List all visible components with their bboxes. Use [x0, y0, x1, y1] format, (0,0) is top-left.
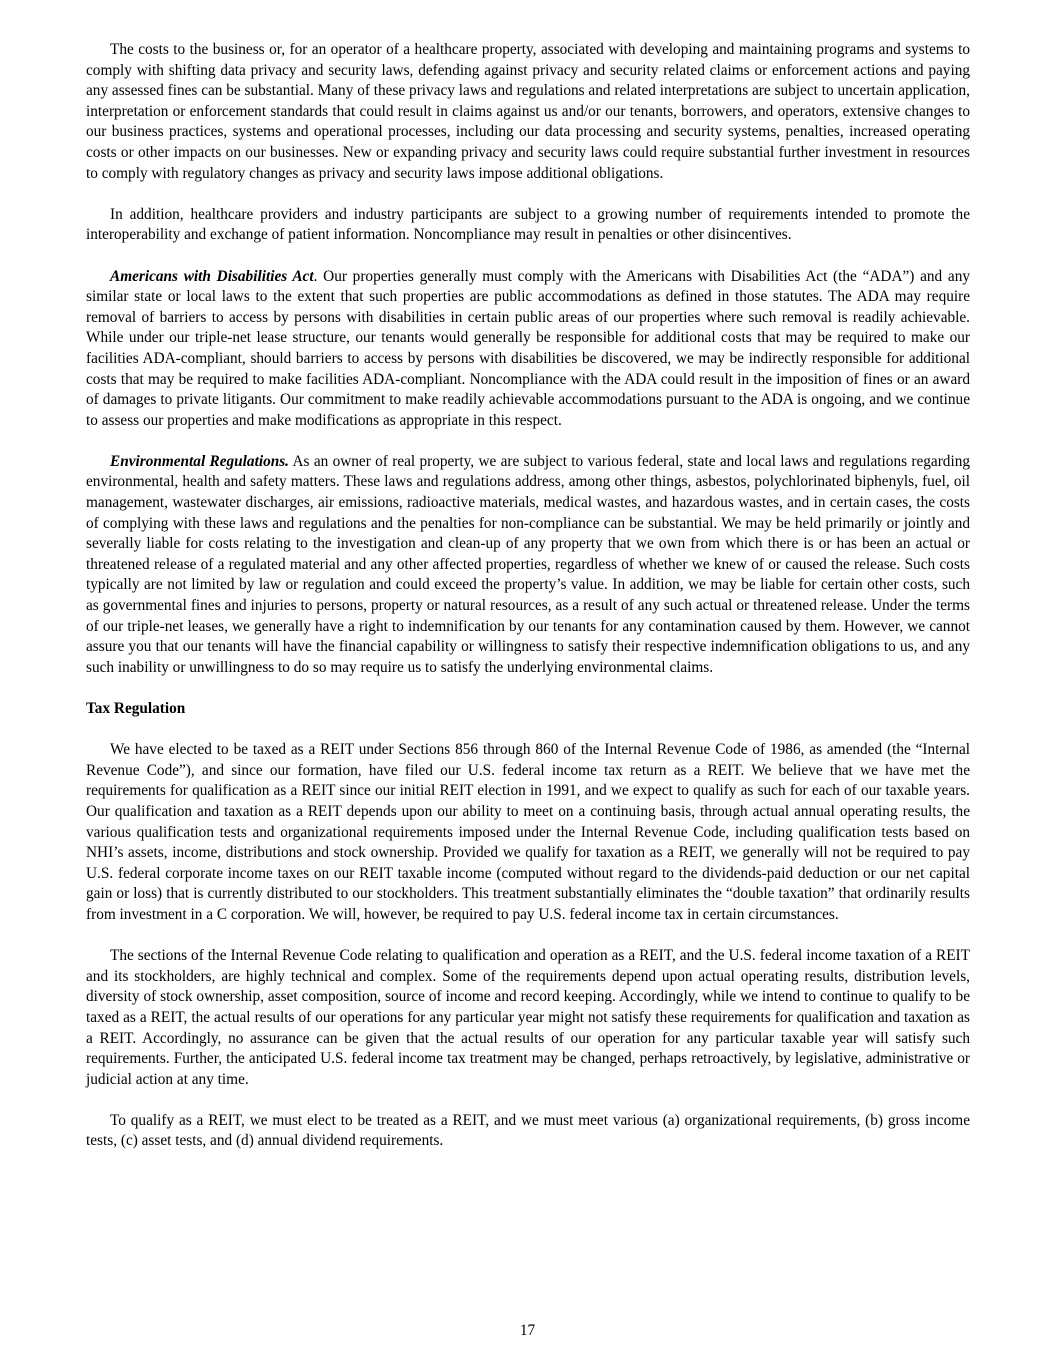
paragraph-interoperability: In addition, healthcare providers and industry participants are subject to a growing number of requirements intended to promote the interoperability and exchange of patient information. Noncompliance may result in penalties or other disincentives.: [86, 205, 970, 244]
environmental-body-text: As an owner of real property, we are subject to various federal, state and local laws and regulations regarding environmental, health and safety matters. These laws and regulations address, among other things, asbestos, polychlorinated biphenyls, fuel, oil management, wastewater discharges, air emissions, radioactive materials, medical wastes, and hazardous wastes, and in certain cases, the costs of complying with these laws and regulations and the penalties for non-compliance can be substantial. We may be held primarily or jointly and severally liable for costs relating to the investigation and clean-up of any property that we own from which there is or has been an actual or threatened release of a regulated material and any other affected properties, regardless of whether we knew of or caused the release. Such costs typically are not limited by law or regulation and could exceed the property’s value. In addition, we may be liable for certain other costs, such as governmental fines and injuries to persons, property or natural resources, as a result of any such actual or threatened release. Under the terms of our triple-net leases, we generally have a right to indemnification by our tenants for any contamination caused by them. However, we cannot assure you that our tenants will have the financial capability or willingness to satisfy their respective indemnification obligations to us, and any such inability or unwillingness to do so may require us to satisfy the underlying environmental claims.: [86, 452, 970, 676]
paragraph-reit-qualify: To qualify as a REIT, we must elect to be treated as a REIT, and we must meet various (a) organizational requirements, (b) gross income tests, (c) asset tests, and (d) annual dividend requirements.: [86, 1111, 970, 1150]
ada-body-text: . Our properties generally must comply with the Americans with Disabilities Act (the “ADA”) and any similar state or local laws to the extent that such properties are public accommodations as defined in those statutes. The ADA may require removal of barriers to access by persons with disabilities in certain public areas of our properties where such removal is readily achievable. While under our triple-net lease structure, our tenants would generally be responsible for additional costs that may be required to make our facilities ADA-compliant, should barriers to access by persons with disabilities be discovered, we may be indirectly responsible for additional costs that may be required to make facilities ADA-compliant. Noncompliance with the ADA could result in the imposition of fines or an award of damages to private litigants. Our commitment to make readily achievable accommodations pursuant to the ADA is ongoing, and we continue to assess our properties and make modifications as appropriate in this respect.: [86, 267, 971, 429]
ada-run-in-heading: Americans with Disabilities Act: [110, 267, 314, 285]
section-heading-tax-regulation: Tax Regulation: [86, 700, 186, 717]
environmental-run-in-heading: Environmental Regulations.: [110, 452, 290, 470]
paragraph-reit-complexity: The sections of the Internal Revenue Code relating to qualification and operation as a REIT, and the U.S. federal income taxation of a REIT and its stockholders, are highly technical and complex. Some of the requirements depend upon actual operating results, distribution levels, diversity of stock ownership, asset composition, source of income and record keeping. Accordingly, while we intend to continue to qualify to be taxed as a REIT, the actual results of our operations for any particular year might not satisfy these requirements for qualification and taxation as a REIT. Accordingly, no assurance can be given that the actual results of our operation for any particular taxable year will satisfy such requirements. Further, the anticipated U.S. federal income tax treatment may be changed, perhaps retroactively, by legislative, administrative or judicial action at any time.: [86, 947, 970, 1088]
paragraph-ada: [86, 267, 970, 432]
paragraph-reit-election: We have elected to be taxed as a REIT under Sections 856 through 860 of the Internal Revenue Code of 1986, as amended (the “Internal Revenue Code”), and since our formation, have filed our U.S. federal income tax return as a REIT. We believe that we have met the requirements for qualification as a REIT since our initial REIT election in 1991, and we expect to qualify as such for each of our taxable years. Our qualification and taxation as a REIT depends upon our ability to meet on a continuing basis, through actual annual operating results, the various qualification tests and organizational requirements imposed under the Internal Revenue Code, including qualification tests based on NHI’s assets, income, distributions and stock ownership. Provided we qualify for taxation as a REIT, we generally will not be required to pay U.S. federal corporate income taxes on our REIT taxable income (computed without regard to the dividends-paid deduction or our net capital gain or loss) that is currently distributed to our stockholders. This treatment substantially eliminates the “double taxation” that ordinarily results from investment in a C corporation. We will, however, be required to pay U.S. federal income tax in certain circumstances.: [86, 741, 970, 923]
document-body: [86, 40, 970, 1173]
paragraph-privacy-costs: The costs to the business or, for an operator of a healthcare property, associated with developing and maintaining programs and systems to comply with shifting data privacy and security laws, defending against privacy and security related claims or enforcement actions and paying any assessed fines can be substantial. Many of these privacy laws and regulations and related interpretations are subject to uncertain application, interpretation or enforcement standards that could result in claims against us and/or our tenants, borrowers, and operators, extensive changes to our business practices, systems and operational processes, including our data processing and security systems, penalties, increased operating costs or other impacts on our businesses. New or expanding privacy and security laws could require substantial further investment in resources to comply with regulatory changes as privacy and security laws impose additional obligations.: [86, 41, 970, 182]
page-number: 17: [519, 1322, 536, 1339]
paragraph-environmental: [86, 452, 970, 679]
